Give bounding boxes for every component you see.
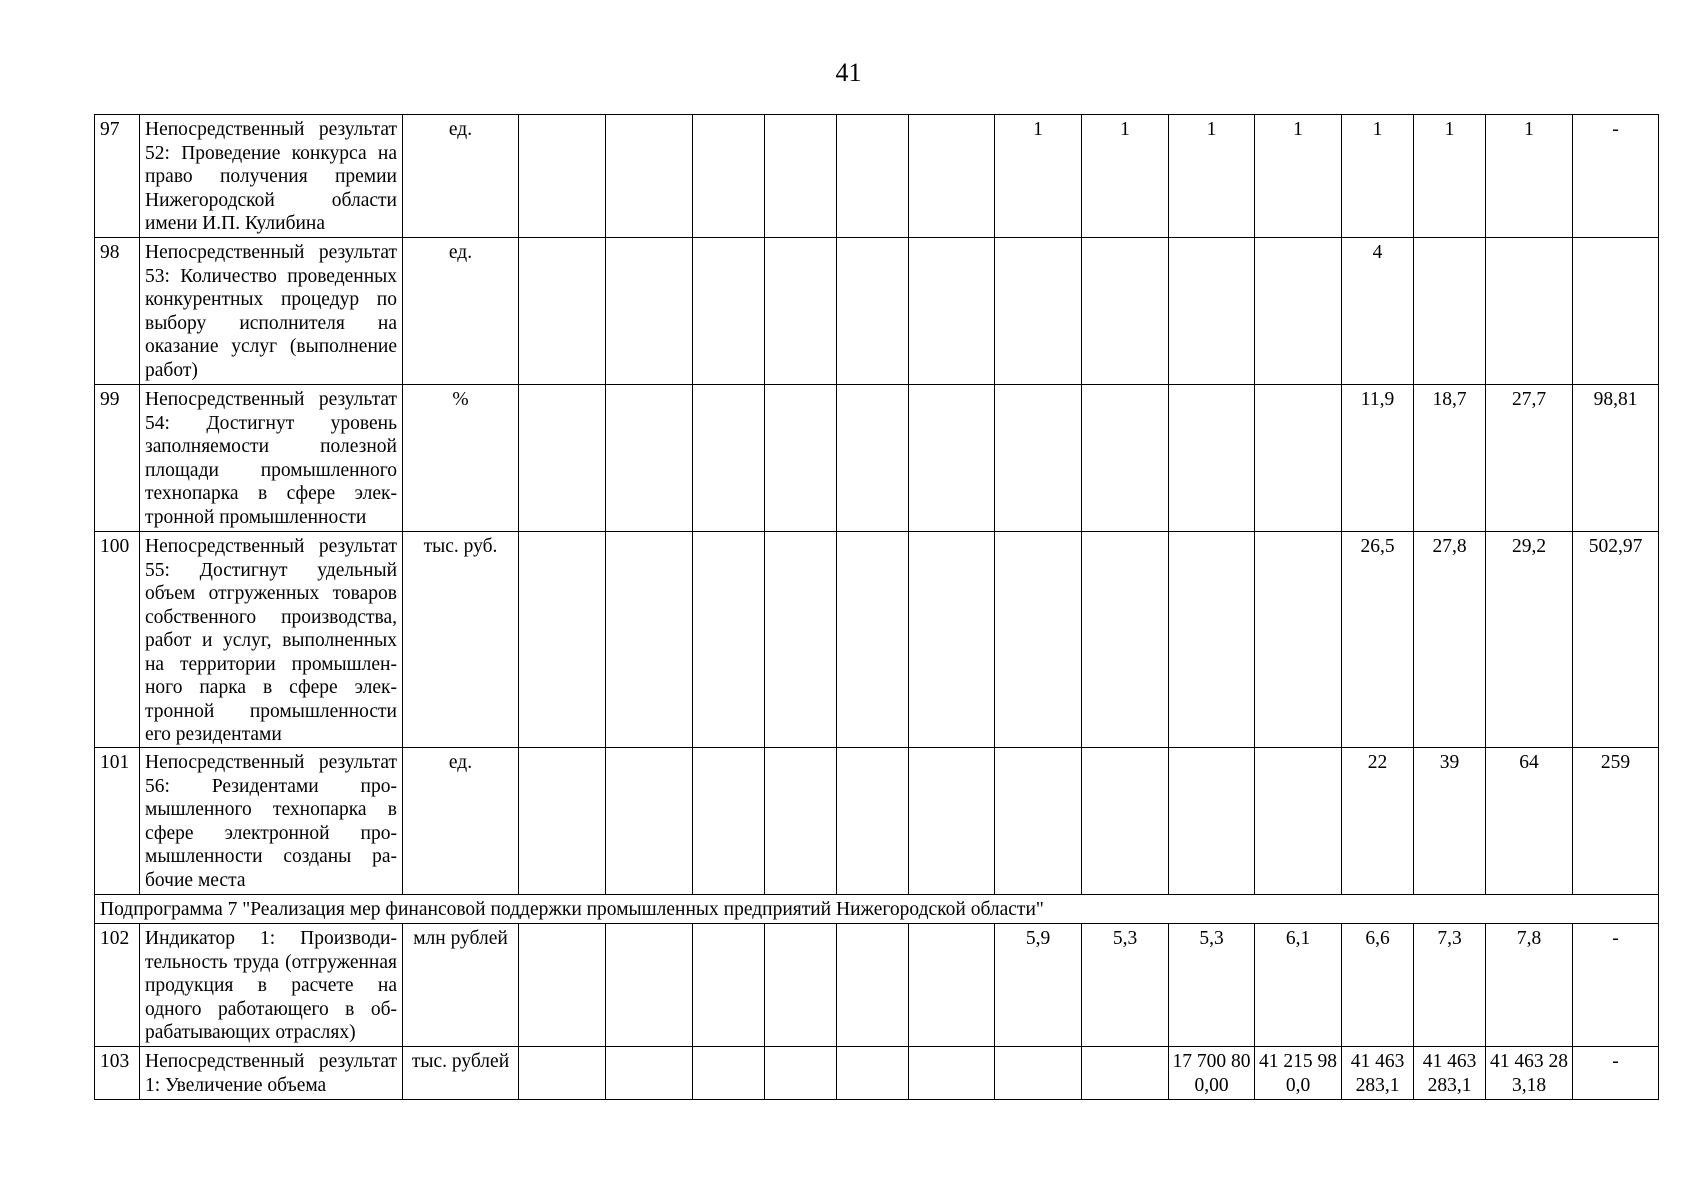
value-cell: 1 (1414, 115, 1486, 238)
value-cell (1573, 238, 1659, 385)
row-name: Непосредственный результат 52: Проведение конкурса на право получения премии Нижегородской области имени И.П. Кулибина (140, 115, 403, 238)
value-cell (837, 532, 909, 748)
table-row (95, 115, 1659, 238)
row-number: 97 (95, 115, 140, 238)
subprogram-title: Подпрограмма 7 "Реализация мер финансовой поддержки промышленных предприятий Нижегородской области" (95, 895, 1659, 924)
value-cell: 5,9 (995, 924, 1082, 1047)
value-cell (909, 385, 995, 532)
value-cell: 27,7 (1486, 385, 1573, 532)
row-number: 103 (95, 1047, 140, 1100)
indicators-table (94, 114, 1659, 1100)
value-cell: 18,7 (1414, 385, 1486, 532)
value-cell (693, 1047, 765, 1100)
value-cell (765, 238, 837, 385)
value-cell (837, 748, 909, 895)
page-number: 41 (835, 58, 862, 87)
value-cell (1414, 238, 1486, 385)
value-cell (693, 385, 765, 532)
value-cell (837, 238, 909, 385)
value-cell (1255, 385, 1342, 532)
value-cell (995, 385, 1082, 532)
value-cell (765, 924, 837, 1047)
value-cell (519, 115, 606, 238)
value-cell: 1 (1255, 115, 1342, 238)
value-cell (519, 1047, 606, 1100)
value-cell: 22 (1342, 748, 1414, 895)
value-cell: 17 700 800,00 (1169, 1047, 1255, 1100)
value-cell: 6,6 (1342, 924, 1414, 1047)
value-cell (519, 924, 606, 1047)
row-name: Непосредственный результат 53: Количество проведенных конкурентных процедур по выбору исполнителя на оказание услуг (выполнение работ) (140, 238, 403, 385)
value-cell (1082, 748, 1169, 895)
value-cell: 5,3 (1082, 924, 1169, 1047)
value-cell (519, 385, 606, 532)
value-cell (909, 924, 995, 1047)
row-number: 100 (95, 532, 140, 748)
value-cell: 41 215 980,0 (1255, 1047, 1342, 1100)
value-cell (995, 238, 1082, 385)
value-cell (693, 924, 765, 1047)
value-cell (1169, 238, 1255, 385)
row-number: 99 (95, 385, 140, 532)
value-cell: 64 (1486, 748, 1573, 895)
value-cell: 4 (1342, 238, 1414, 385)
value-cell (1169, 532, 1255, 748)
value-cell: 11,9 (1342, 385, 1414, 532)
value-cell (606, 532, 693, 748)
value-cell (1255, 238, 1342, 385)
value-cell: 1 (1082, 115, 1169, 238)
row-name: Непосредственный результат 54: Достигнут уровень заполняемости полезной площади промышленного технопарка в сфере электронной промышленности (140, 385, 403, 532)
value-cell: 29,2 (1486, 532, 1573, 748)
value-cell (837, 1047, 909, 1100)
value-cell: 1 (1169, 115, 1255, 238)
row-unit: ед. (403, 748, 519, 895)
value-cell: 5,3 (1169, 924, 1255, 1047)
value-cell (606, 1047, 693, 1100)
value-cell: 7,8 (1486, 924, 1573, 1047)
value-cell (909, 748, 995, 895)
table-row (95, 385, 1659, 532)
value-cell (765, 748, 837, 895)
row-number: 98 (95, 238, 140, 385)
value-cell: - (1573, 115, 1659, 238)
value-cell (606, 115, 693, 238)
value-cell: 259 (1573, 748, 1659, 895)
subprogram-row (95, 895, 1659, 924)
value-cell (765, 532, 837, 748)
value-cell (519, 748, 606, 895)
value-cell (606, 385, 693, 532)
row-name: Непосредственный результат 56: Резидентами промышленного технопарка в сфере электронной промышленности созданы рабочие места (140, 748, 403, 895)
row-name: Непосредственный результат 1: Увеличение объема (140, 1047, 403, 1100)
value-cell (1486, 238, 1573, 385)
value-cell: 502,97 (1573, 532, 1659, 748)
value-cell (606, 924, 693, 1047)
row-unit: % (403, 385, 519, 532)
value-cell (606, 748, 693, 895)
value-cell: 41 463 283,1 (1342, 1047, 1414, 1100)
value-cell (1082, 532, 1169, 748)
value-cell (765, 115, 837, 238)
value-cell (837, 115, 909, 238)
value-cell: 26,5 (1342, 532, 1414, 748)
table-row (95, 532, 1659, 748)
row-name: Непосредственный результат 55: Достигнут удельный объем отгруженных товаров собственного производства, работ и услуг, выполненных на территории промышленного парка в сфере электронной промышленности его резидентами (140, 532, 403, 748)
table-row (95, 924, 1659, 1047)
value-cell (606, 238, 693, 385)
row-unit: тыс. руб. (403, 532, 519, 748)
value-cell (995, 532, 1082, 748)
value-cell (765, 1047, 837, 1100)
value-cell (909, 238, 995, 385)
table-body (95, 115, 1659, 1100)
value-cell (1255, 748, 1342, 895)
value-cell (1082, 385, 1169, 532)
value-cell: 1 (1342, 115, 1414, 238)
row-unit: тыс. рублей (403, 1047, 519, 1100)
table-row (95, 238, 1659, 385)
value-cell (693, 748, 765, 895)
value-cell (1169, 748, 1255, 895)
value-cell: 7,3 (1414, 924, 1486, 1047)
value-cell (909, 115, 995, 238)
value-cell (1082, 238, 1169, 385)
value-cell: 41 463 283,18 (1486, 1047, 1573, 1100)
value-cell (837, 385, 909, 532)
value-cell: 41 463 283,1 (1414, 1047, 1486, 1100)
value-cell (995, 748, 1082, 895)
value-cell (519, 532, 606, 748)
value-cell (693, 238, 765, 385)
value-cell (1082, 1047, 1169, 1100)
table-row (95, 1047, 1659, 1100)
row-unit: млн рублей (403, 924, 519, 1047)
value-cell: - (1573, 1047, 1659, 1100)
row-unit: ед. (403, 238, 519, 385)
value-cell (837, 924, 909, 1047)
value-cell: 1 (1486, 115, 1573, 238)
value-cell: 98,81 (1573, 385, 1659, 532)
value-cell (519, 238, 606, 385)
value-cell (909, 1047, 995, 1100)
value-cell (995, 1047, 1082, 1100)
value-cell: 6,1 (1255, 924, 1342, 1047)
row-name: Индикатор 1: Производительность труда (отгруженная продукция в расчете на одного работающего в обрабатывающих отраслях) (140, 924, 403, 1047)
value-cell (909, 532, 995, 748)
value-cell (693, 532, 765, 748)
row-number: 102 (95, 924, 140, 1047)
value-cell (1169, 385, 1255, 532)
value-cell (765, 385, 837, 532)
value-cell: - (1573, 924, 1659, 1047)
row-unit: ед. (403, 115, 519, 238)
value-cell: 39 (1414, 748, 1486, 895)
value-cell (693, 115, 765, 238)
table-row (95, 748, 1659, 895)
value-cell: 1 (995, 115, 1082, 238)
value-cell: 27,8 (1414, 532, 1486, 748)
row-number: 101 (95, 748, 140, 895)
value-cell (1255, 532, 1342, 748)
